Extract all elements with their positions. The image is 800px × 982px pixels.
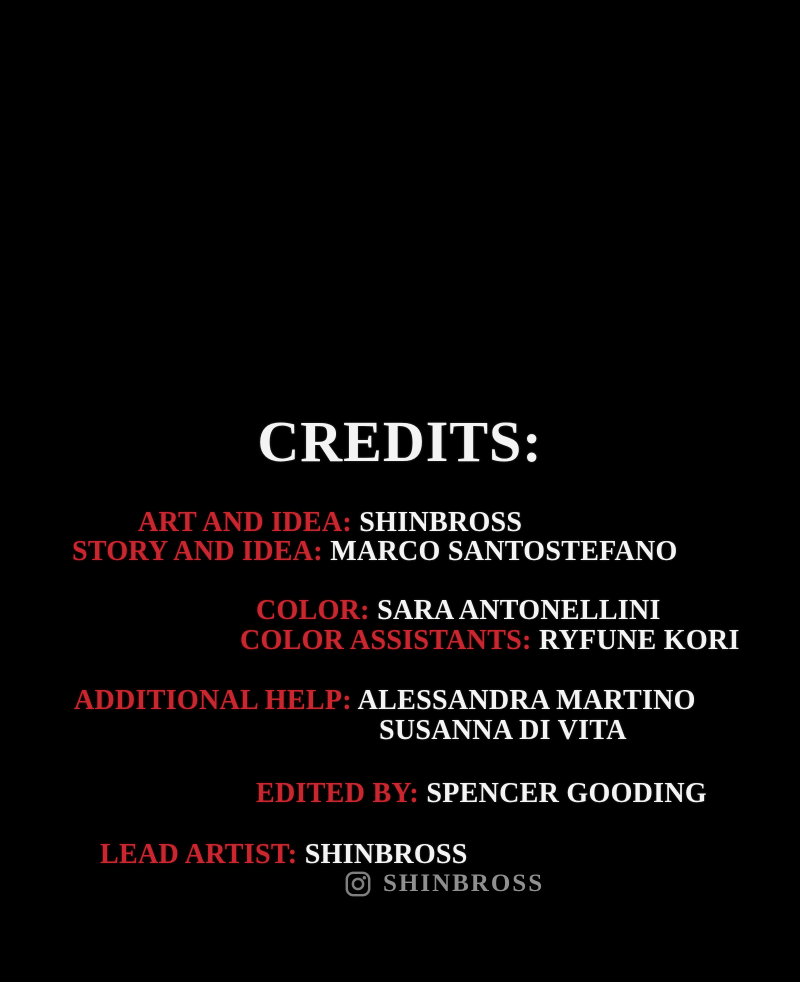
credit-line-additional-help-continued (379, 716, 627, 745)
credit-value: RYFUNE KORI (539, 625, 740, 656)
credit-value: MARCO SANTOSTEFANO (330, 536, 678, 567)
credit-label: COLOR: (256, 595, 370, 626)
credit-line-color (256, 596, 661, 625)
credit-line-additional-help (74, 686, 696, 715)
instagram-handle-row (344, 870, 544, 898)
credit-label: STORY AND IDEA: (72, 536, 323, 567)
credit-value: SPENCER GOODING (426, 778, 707, 809)
credit-value: SUSANNA DI VITA (379, 715, 627, 746)
credit-label: EDITED BY: (256, 778, 420, 809)
page-title: CREDITS: (257, 409, 543, 474)
credit-label: LEAD ARTIST: (100, 839, 298, 870)
credit-line-lead-artist (100, 840, 468, 869)
credit-label: COLOR ASSISTANTS: (240, 625, 532, 656)
credit-label: ART AND IDEA: (138, 507, 352, 538)
credit-label: ADDITIONAL HELP: (74, 685, 352, 716)
instagram-icon (344, 870, 372, 898)
credit-value: ALESSANDRA MARTINO (357, 685, 696, 716)
credit-value: SARA ANTONELLINI (377, 595, 661, 626)
credit-value: SHINBROSS (304, 839, 468, 870)
credit-line-edited-by (256, 779, 707, 808)
credit-line-color-assistants (240, 626, 740, 655)
credit-line-story-and-idea (72, 537, 678, 566)
credit-line-art-and-idea (138, 508, 522, 537)
credit-value: SHINBROSS (359, 507, 523, 538)
instagram-handle: SHINBROSS (383, 870, 545, 897)
